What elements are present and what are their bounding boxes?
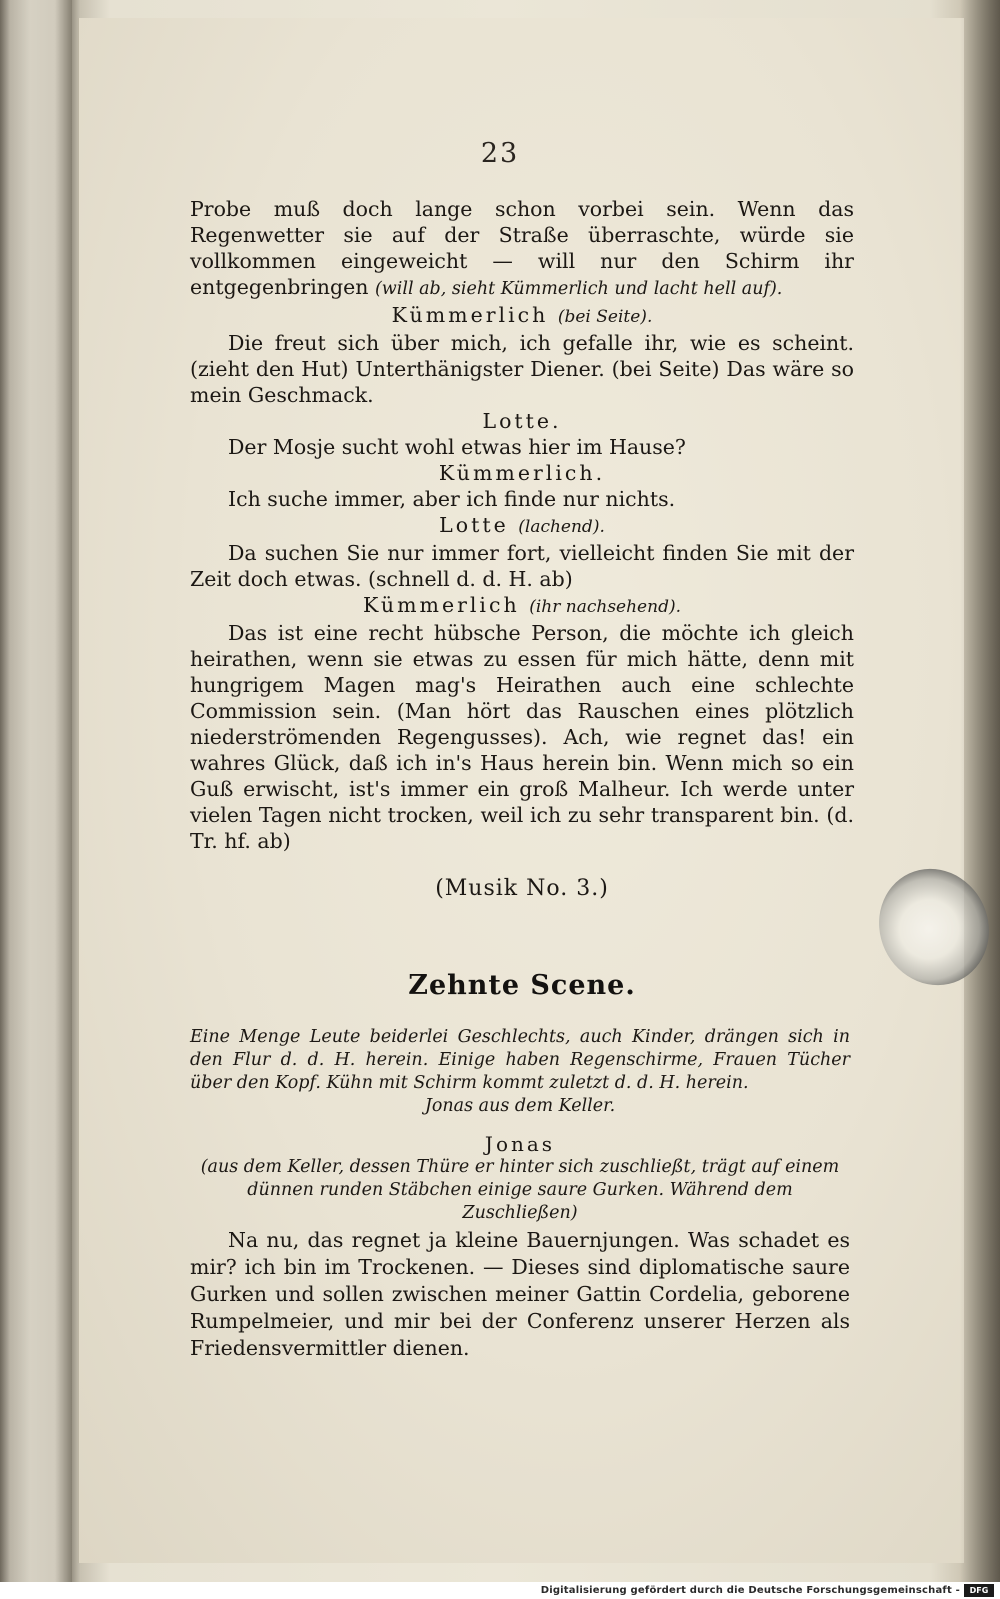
scene-title: Zehnte Scene. [408, 970, 636, 1001]
speaker-name: Jonas [484, 1132, 556, 1156]
speaker-name: Kümmerlich [363, 593, 520, 617]
speech: Der Mosje sucht wohl etwas hier im Hause? [228, 435, 686, 459]
paragraph-text: Probe muß doch lange schon vorbei sein. Wenn das Regenwetter sie auf der Straße überraschte, würde sie vollkommen eingeweicht — will nur den Schirm ihr entgegenbringen [190, 197, 854, 299]
speaker-line [190, 460, 854, 486]
speech: Da suchen Sie nur immer fort, vielleicht finden Sie mit der Zeit doch etwas. (schnell d. d. H. ab) [190, 541, 854, 591]
speaker-line [190, 592, 854, 620]
speaker-direction: (ihr nachsehend). [529, 597, 681, 617]
music-cue: (Musik No. 3.) [435, 876, 609, 901]
speaker-line [190, 512, 854, 540]
speaker-direction: (aus dem Keller, dessen Thüre er hinter sich zuschließt, trägt auf einem dünnen runden Stäbchen einige saure Gurken. Während dem Zuschließen) [200, 1157, 840, 1223]
stage-direction-main: Eine Menge Leute beiderlei Geschlechts, auch Kinder, drängen sich in den Flur d. d. H. herein. Einige haben Regenschirme, Frauen Tücher über den Kopf. Kühn mit Schirm kommt zuletzt d. d. H. herein. [190, 1027, 850, 1093]
speaker-name: Kümmerlich. [438, 461, 606, 485]
stage-direction-inline: (will ab, sieht Kümmerlich und lacht hell auf). [374, 279, 783, 299]
speaker-line [190, 408, 854, 434]
left-page-edge [0, 0, 72, 1582]
page-number: 23 [480, 138, 520, 169]
speech: Ich suche immer, aber ich finde nur nichts. [228, 487, 676, 511]
speaker-line [190, 302, 854, 330]
speech: Die freut sich über mich, ich gefalle ihr, wie es scheint. (zieht den Hut) Unterthänigster Diener. (bei Seite) Das wäre so mein Geschmack. [190, 331, 854, 407]
speaker-name: Kümmerlich [391, 303, 549, 327]
speaker-direction: (lachend). [518, 517, 605, 537]
speech: Na nu, das regnet ja kleine Bauernjungen. Was schadet es mir? ich bin im Trockenen. — Dieses sind diplomatische saure Gurken und sollen zwischen meiner Gattin Cordelia, geborene Rumpelmeier, und mir bei der Conferenz unserer Herzen als Friedensvermittler dienen. [190, 1228, 850, 1360]
right-page-edge [960, 0, 1000, 1582]
dialogue-block-b [190, 1132, 850, 1362]
speaker-name: Lotte. [482, 409, 562, 433]
footer-credit: Digitalisierung gefördert durch die Deutsche Forschungsgemeinschaft - [540, 1585, 960, 1596]
paragraph [190, 196, 854, 302]
speaker-name: Lotte [439, 513, 509, 537]
stage-direction-last: Jonas aus dem Keller. [424, 1096, 616, 1116]
stage-direction [190, 1026, 850, 1118]
dialogue-block-a [190, 196, 854, 854]
dfg-logo: DFG [964, 1584, 994, 1597]
speech: Das ist eine recht hübsche Person, die möchte ich gleich heirathen, wenn sie etwas zu essen für mich hätte, denn mit hungrigem Magen mag's Heirathen auch eine schlechte Commission sein. (Man hört das Rauschen eines plötzlich niederströmenden Regengusses). Ach, wie regnet das! ein wahres Glück, daß ich in's Haus herein bin. Wenn mich so ein Guß erwischt, ist's immer ein groß Malheur. Ich werde unter vielen Tagen nicht trocken, weil ich zu sehr transparent bin. (d. Tr. hf. ab) [190, 621, 854, 853]
speaker-direction: (bei Seite). [557, 307, 653, 327]
